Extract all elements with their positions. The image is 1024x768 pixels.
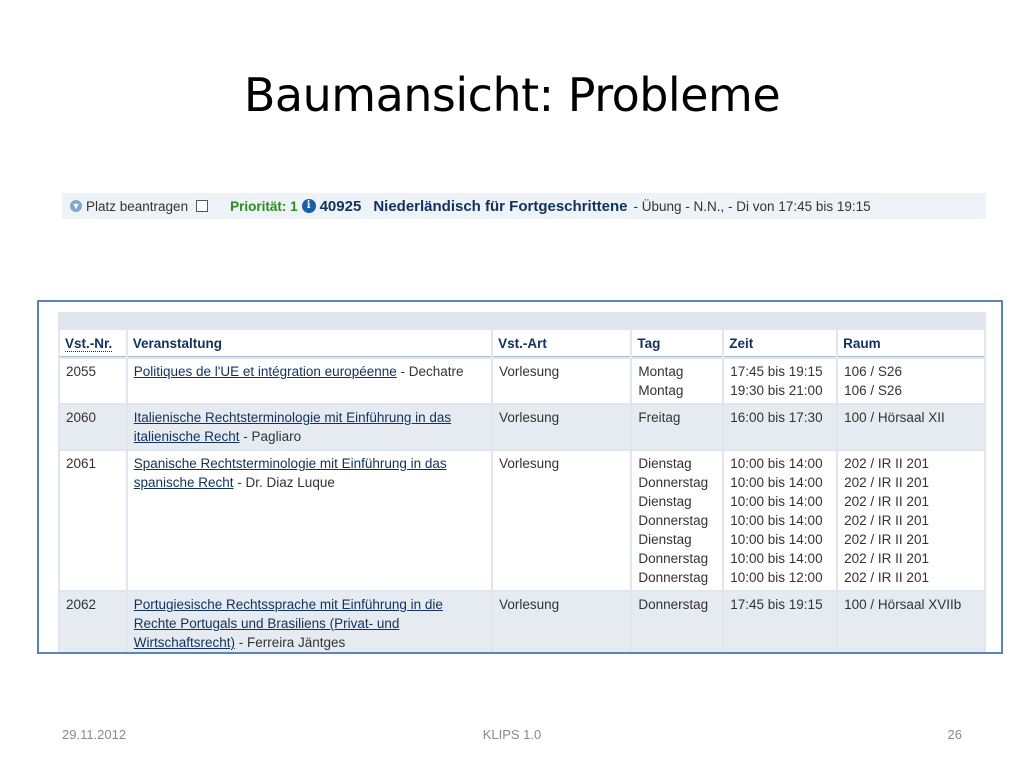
course-title-link[interactable]: Spanische Rechtsterminologie mit Einführung in das spanische Recht <box>133 456 447 490</box>
day-value: Dienstag <box>638 532 692 547</box>
priority-label: Priorität: 1 <box>230 198 298 214</box>
room-link[interactable]: 202 / IR II 201 <box>844 494 929 509</box>
course-row <box>62 193 986 219</box>
room-link[interactable]: 106 / S26 <box>844 364 902 379</box>
time-value: 17:45 bis 19:15 <box>730 597 823 612</box>
day-value: Donnerstag <box>638 597 709 612</box>
table-row <box>60 451 984 590</box>
cell-zeit <box>724 405 836 449</box>
header-raum[interactable]: Raum <box>838 330 984 357</box>
table-header-row <box>60 330 984 357</box>
cell-veranstaltung <box>128 405 491 449</box>
room-link[interactable]: 202 / IR II 201 <box>844 570 929 585</box>
room-link[interactable]: 202 / IR II 201 <box>844 532 929 547</box>
table-row <box>60 592 984 654</box>
room-link[interactable]: 202 / IR II 201 <box>844 475 929 490</box>
room-link[interactable]: 100 / Hörsaal XVIIb <box>844 597 962 612</box>
footer-date: 29.11.2012 <box>62 727 127 742</box>
time-value: 10:00 bis 14:00 <box>730 532 823 547</box>
room-link[interactable]: 100 / Hörsaal XII <box>844 410 945 425</box>
cell-veranstaltung <box>128 592 491 654</box>
cell-raum <box>838 405 984 449</box>
course-table <box>58 328 986 654</box>
time-value: 10:00 bis 12:00 <box>730 570 823 585</box>
cell-zeit <box>724 592 836 654</box>
table-row <box>60 359 984 403</box>
cell-zeit <box>724 359 836 403</box>
cell-vst-art: Vorlesung <box>493 405 630 449</box>
cell-vst-nr: 2060 <box>60 405 126 449</box>
course-lecturer: - Pagliaro <box>239 429 302 444</box>
time-value: 19:30 bis 21:00 <box>730 383 823 398</box>
time-value: 10:00 bis 14:00 <box>730 513 823 528</box>
day-value: Donnerstag <box>638 551 709 566</box>
header-vst-nr[interactable]: Vst.-Nr. <box>60 330 126 357</box>
day-value: Donnerstag <box>638 475 709 490</box>
room-link[interactable]: 202 / IR II 201 <box>844 513 929 528</box>
apply-checkbox[interactable] <box>196 200 208 212</box>
day-value: Dienstag <box>638 456 692 471</box>
cell-veranstaltung <box>128 359 491 403</box>
course-number: 40925 <box>319 197 362 215</box>
room-link[interactable]: 202 / IR II 201 <box>844 456 929 471</box>
cell-raum <box>838 592 984 654</box>
course-title-link[interactable]: Italienische Rechtsterminologie mit Einführung in das italienische Recht <box>133 410 452 444</box>
cell-vst-nr: 2055 <box>60 359 126 403</box>
cell-zeit <box>724 451 836 590</box>
cell-veranstaltung <box>128 451 491 590</box>
cell-tag <box>632 359 722 403</box>
course-name[interactable]: Niederländisch für Fortgeschrittene <box>373 197 628 215</box>
apply-place-label[interactable]: Platz beantragen <box>86 198 189 214</box>
course-table-panel <box>58 312 986 652</box>
day-value: Montag <box>638 364 684 379</box>
cell-tag <box>632 405 722 449</box>
cell-vst-art: Vorlesung <box>493 359 630 403</box>
cell-vst-nr: 2061 <box>60 451 126 590</box>
info-icon[interactable]: i <box>302 199 316 213</box>
time-value: 10:00 bis 14:00 <box>730 551 823 566</box>
cell-raum <box>838 359 984 403</box>
circle-arrow-icon[interactable]: ▼ <box>71 201 81 211</box>
day-value: Donnerstag <box>638 570 709 585</box>
day-value: Montag <box>638 383 684 398</box>
footer-center: KLIPS 1.0 <box>482 727 542 742</box>
course-lecturer: - Dechatre <box>396 364 464 379</box>
cell-raum <box>838 451 984 590</box>
cell-tag <box>632 592 722 654</box>
cell-tag <box>632 451 722 590</box>
header-vst-art[interactable]: Vst.-Art <box>493 330 630 357</box>
course-title-link[interactable]: Politiques de l'UE et intégration européenne <box>133 364 397 379</box>
cell-vst-art: Vorlesung <box>493 592 630 654</box>
course-lecturer: - Ferreira Jäntges <box>235 635 346 650</box>
time-value: 17:45 bis 19:15 <box>730 364 823 379</box>
header-veranstaltung[interactable]: Veranstaltung <box>128 330 491 357</box>
time-value: 16:00 bis 17:30 <box>730 410 823 425</box>
header-tag[interactable]: Tag <box>632 330 722 357</box>
course-details: - Übung - N.N., - Di von 17:45 bis 19:15 <box>633 198 871 214</box>
room-link[interactable]: 202 / IR II 201 <box>844 551 929 566</box>
course-title-link[interactable]: Portugiesische Rechtssprache mit Einführung in die Rechte Portugals und Brasiliens (Privat- und Wirtschaftsrecht) <box>133 597 443 650</box>
time-value: 10:00 bis 14:00 <box>730 475 823 490</box>
cell-vst-art: Vorlesung <box>493 451 630 590</box>
cell-vst-nr: 2062 <box>60 592 126 654</box>
time-value: 10:00 bis 14:00 <box>730 456 823 471</box>
room-link[interactable]: 106 / S26 <box>844 383 902 398</box>
course-table-frame <box>37 300 1003 654</box>
header-zeit[interactable]: Zeit <box>724 330 836 357</box>
time-value: 10:00 bis 14:00 <box>730 494 823 509</box>
course-lecturer: - Dr. Diaz Luque <box>233 475 335 490</box>
slide-title: Baumansicht: Probleme <box>243 68 781 122</box>
day-value: Donnerstag <box>638 513 709 528</box>
day-value: Dienstag <box>638 494 692 509</box>
footer-page-number: 26 <box>947 727 962 742</box>
table-row <box>60 405 984 449</box>
day-value: Freitag <box>638 410 681 425</box>
